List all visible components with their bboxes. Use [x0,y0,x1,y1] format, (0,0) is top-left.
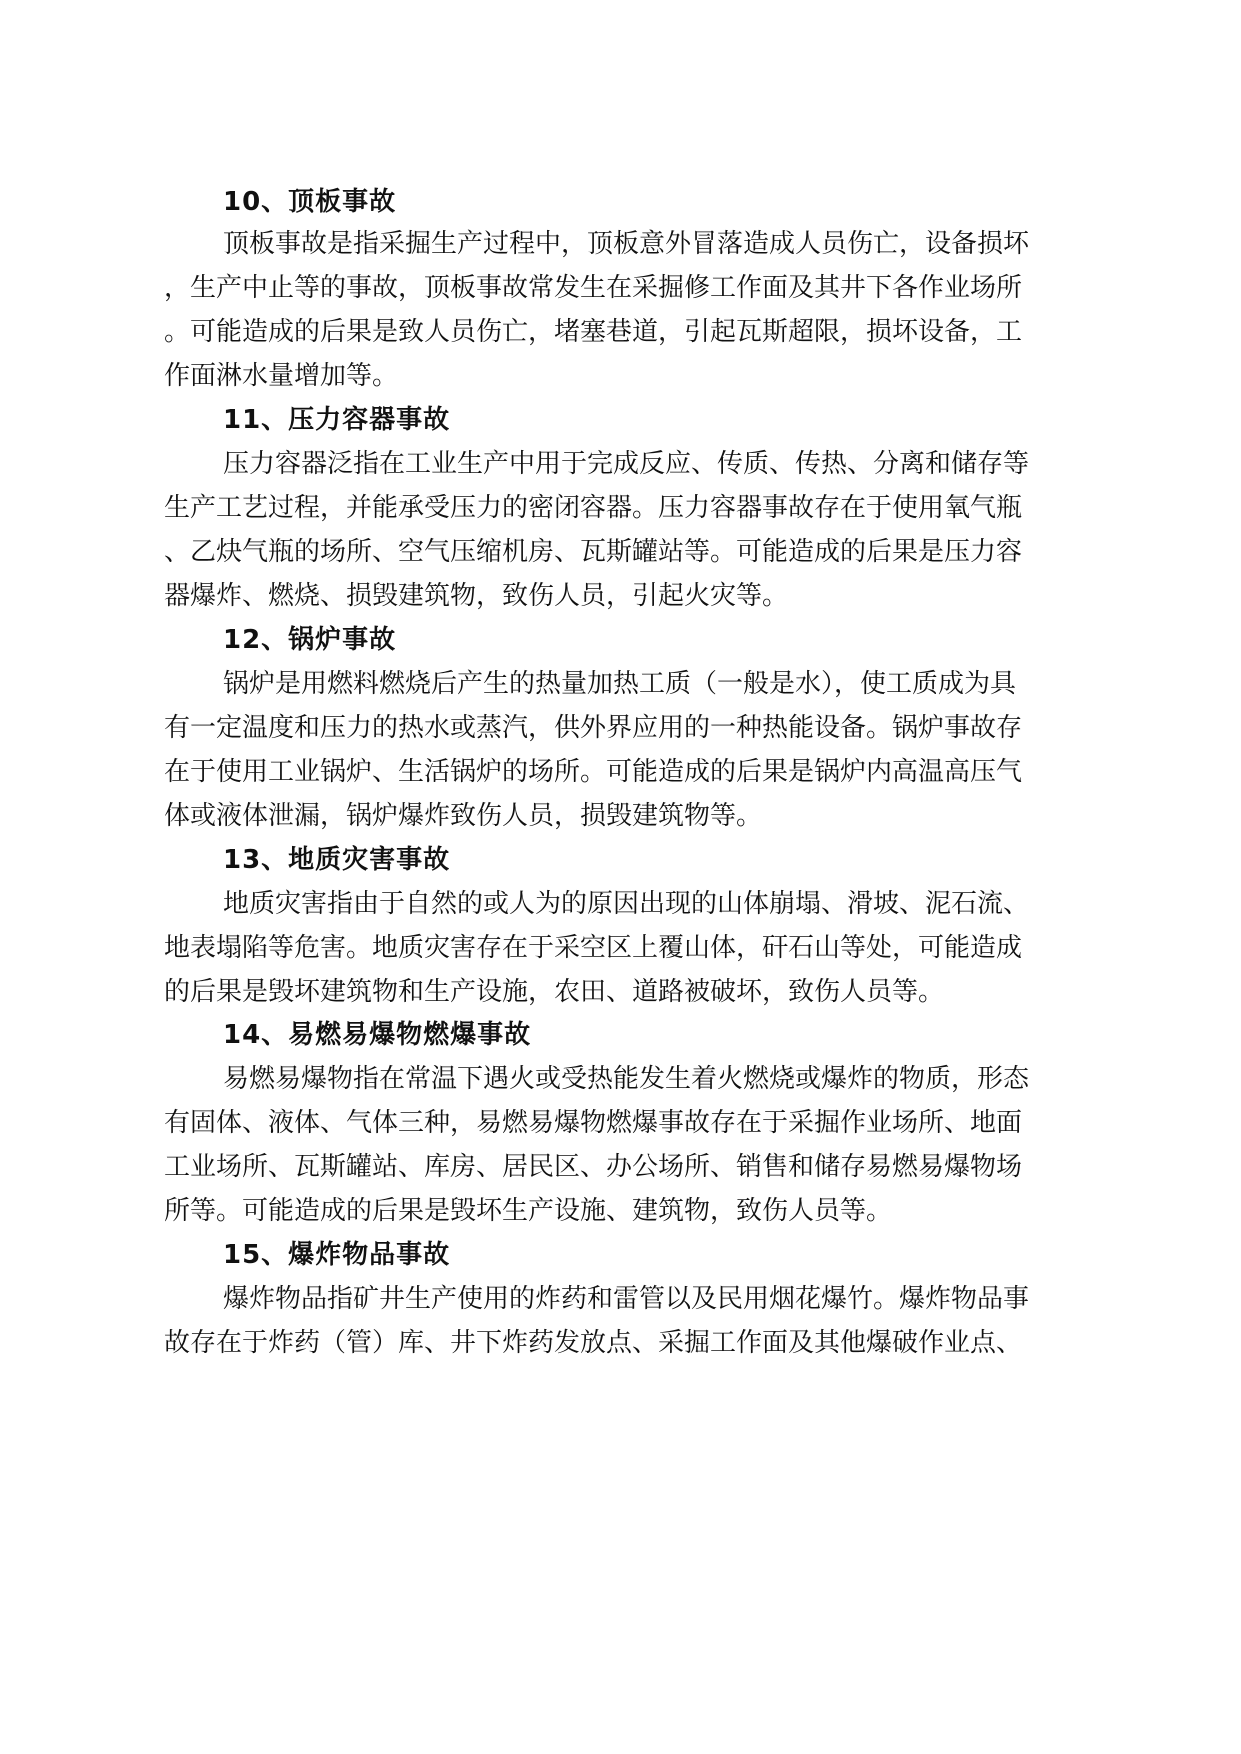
paragraph-line: 锅炉是用燃料燃烧后产生的热量加热工质（一般是水），使工质成为具 [223,669,1017,699]
paragraph-line: 的后果是毁坏建筑物和生产设施，农田、道路被破坏，致伤人员等。 [164,977,945,1007]
paragraph-line: 生产工艺过程，并能承受压力的密闭容器。压力容器事故存在于使用氧气瓶 [164,493,1023,523]
paragraph-line: 。可能造成的后果是致人员伤亡，堵塞巷道，引起瓦斯超限，损坏设备，工 [164,317,1023,347]
section-heading: 15、爆炸物品事故 [223,1240,451,1270]
paragraph-line: ，生产中止等的事故，顶板事故常发生在采掘修工作面及其井下各作业场所 [164,273,1023,303]
paragraph-line: 顶板事故是指采掘生产过程中，顶板意外冒落造成人员伤亡，设备损坏 [223,229,1030,259]
paragraph-line: 压力容器泛指在工业生产中用于完成反应、传质、传热、分离和储存等 [223,449,1030,479]
paragraph-line: 、乙炔气瓶的场所、空气压缩机房、瓦斯罐站等。可能造成的后果是压力容 [164,537,1023,567]
paragraph-line: 有一定温度和压力的热水或蒸汽，供外界应用的一种热能设备。锅炉事故存 [164,713,1023,743]
paragraph-line: 作面淋水量增加等。 [164,361,399,391]
paragraph-line: 爆炸物品指矿井生产使用的炸药和雷管以及民用烟花爆竹。爆炸物品事 [223,1284,1030,1314]
paragraph-line: 易燃易爆物指在常温下遇火或受热能发生着火燃烧或爆炸的物质，形态 [223,1064,1030,1094]
section-heading: 12、锅炉事故 [223,625,397,655]
paragraph-line: 有固体、液体、气体三种，易燃易爆物燃爆事故存在于采掘作业场所、地面 [164,1108,1023,1138]
section-heading: 14、易燃易爆物燃爆事故 [223,1020,532,1050]
paragraph-line: 所等。可能造成的后果是毁坏生产设施、建筑物，致伤人员等。 [164,1196,893,1226]
paragraph-line: 体或液体泄漏，锅炉爆炸致伤人员，损毁建筑物等。 [164,801,763,831]
paragraph-line: 地质灾害指由于自然的或人为的原因出现的山体崩塌、滑坡、泥石流、 [223,889,1030,919]
paragraph-line: 器爆炸、燃烧、损毁建筑物，致伤人员，引起火灾等。 [164,581,789,611]
section-heading: 10、顶板事故 [223,187,397,217]
section-heading: 13、地质灾害事故 [223,845,451,875]
paragraph-line: 故存在于炸药（管）库、井下炸药发放点、采掘工作面及其他爆破作业点、 [164,1328,1023,1358]
paragraph-line: 在于使用工业锅炉、生活锅炉的场所。可能造成的后果是锅炉内高温高压气 [164,757,1023,787]
paragraph-line: 工业场所、瓦斯罐站、库房、居民区、办公场所、销售和储存易燃易爆物场 [164,1152,1023,1182]
section-heading: 11、压力容器事故 [223,405,451,435]
paragraph-line: 地表塌陷等危害。地质灾害存在于采空区上覆山体，矸石山等处，可能造成 [164,933,1023,963]
